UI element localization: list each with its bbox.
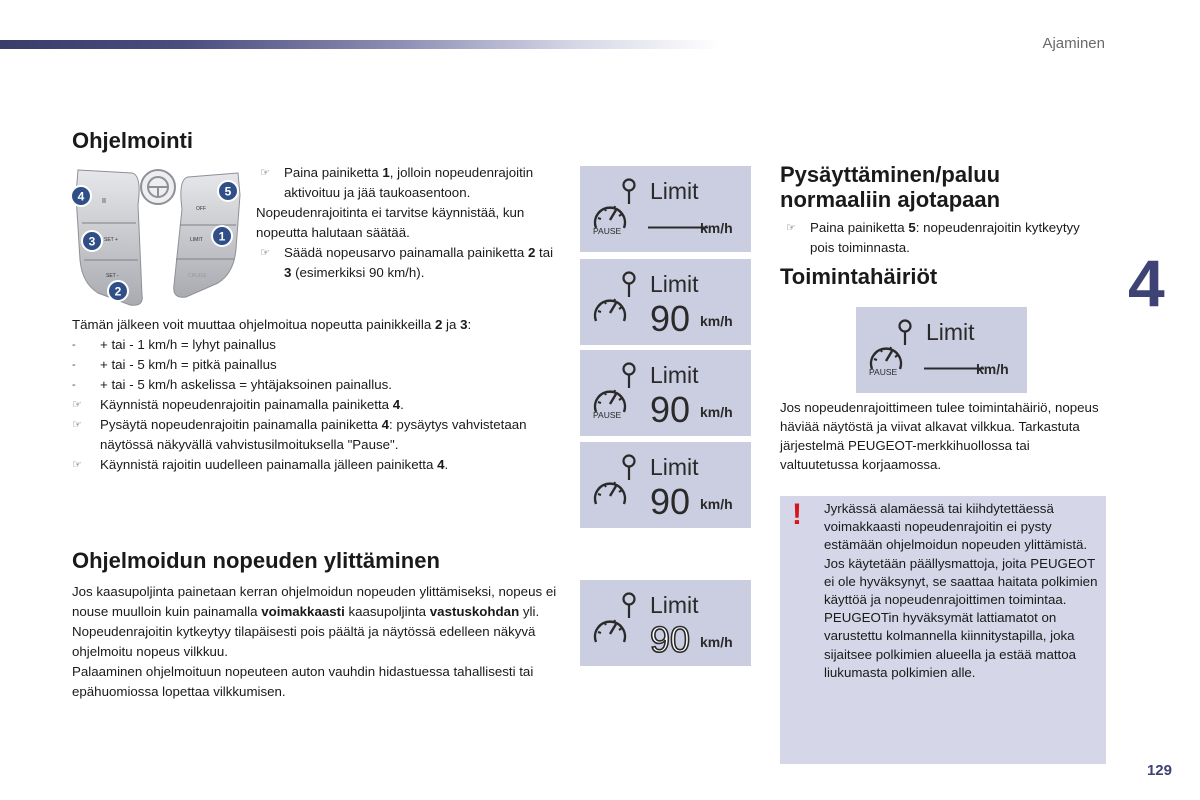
speed-value: 90 xyxy=(650,481,691,522)
list-item: - + tai - 5 km/h = pitkä painallus xyxy=(72,357,277,372)
limiter-display xyxy=(580,580,751,666)
speedometer-icon xyxy=(595,180,635,229)
set-minus-label: SET - xyxy=(106,273,119,279)
programming-instructions xyxy=(72,315,552,475)
header-gradient-bar xyxy=(0,40,720,49)
steering-wheel-controls-illustration xyxy=(72,165,244,310)
pointer-icon: ☞ xyxy=(260,167,270,179)
speed-dashes: ——— xyxy=(648,216,708,238)
callout-2 xyxy=(108,281,128,301)
programming-heading: Ohjelmointi xyxy=(72,128,193,153)
speed-value: 90 xyxy=(650,389,691,430)
pointer-icon: ☞ xyxy=(786,222,796,234)
pause-indicator: PAUSE xyxy=(869,367,898,377)
limiter-display xyxy=(580,350,751,436)
cruise-label: CRUISE xyxy=(188,273,207,279)
limit-label: Limit xyxy=(650,362,699,388)
pause-button-label: II xyxy=(102,198,106,205)
svg-text:3: 3 xyxy=(88,234,96,249)
speedometer-icon xyxy=(595,594,635,643)
svg-text:2: 2 xyxy=(114,284,122,299)
no-engine-note: Nopeudenrajoitinta ei tarvitse käynnistää, kun nopeutta halutaan säätää. xyxy=(256,205,525,240)
unit-label: km/h xyxy=(700,634,733,650)
limit-label: Limit xyxy=(650,454,699,480)
pointer-icon: ☞ xyxy=(260,247,270,259)
off-label: OFF xyxy=(196,206,206,212)
callout-5 xyxy=(218,181,238,201)
stopping-heading: Pysäyttäminen/paluu normaaliin ajotapaan xyxy=(780,162,1001,212)
limiter-display xyxy=(856,307,1027,393)
restart-step: ☞ Käynnistä rajoitin uudelleen painamalla jälleen painiketta 4. xyxy=(72,455,552,475)
step-2: ☞ Säädä nopeusarvo painamalla painiketta 2 tai 3 (esimerkiksi 90 km/h). xyxy=(260,245,554,280)
unit-label: km/h xyxy=(700,220,733,236)
speed-value: 90 xyxy=(650,619,691,660)
warning-text: Jyrkässä alamäessä tai kiihdytettäessä voimakkaasti nopeudenrajoitin ei pysty estämään ohjelmoidun nopeuden ylittämistä. Jos käytetään päällysmattoja, joita PEUGEOT ei ole hyväksynyt, se saattaa haitata polkimien käyttöä ja nopeudenrajoittimen toimintaa. PEUGEOTin hyväksymät lattiamatot on varustettu kolmannella kiinnitystapilla, joka sijaitsee polkimien alueella ja estää mattoa liukumasta polkimien alle. xyxy=(824,501,1098,680)
speed-dashes: ——— xyxy=(924,357,984,379)
limiter-display xyxy=(580,442,751,528)
overriding-heading: Ohjelmoidun nopeuden ylittäminen xyxy=(72,548,440,573)
speedometer-icon xyxy=(595,273,635,322)
svg-text:5: 5 xyxy=(224,184,232,199)
unit-label: km/h xyxy=(700,313,733,329)
unit-label: km/h xyxy=(700,404,733,420)
intro-line: Tämän jälkeen voit muuttaa ohjelmoitua nopeutta painikkeilla 2 ja 3: xyxy=(72,317,472,332)
start-step: ☞ Käynnistä nopeudenrajoitin painamalla painiketta 4. xyxy=(72,395,552,415)
speed-value: 90 xyxy=(650,298,691,339)
faults-text: Jos nopeudenrajoittimeen tulee toimintahäiriö, nopeus häviää näytöstä ja viivat alkavat vilkkua. Tarkastuta järjestelmä PEUGEOT-merkkihuollossa tai valtuutetussa korjaamossa. xyxy=(780,400,1099,472)
limit-label: Limit xyxy=(650,271,699,297)
speedometer-icon xyxy=(595,364,635,413)
programming-steps xyxy=(256,163,561,283)
overriding-para-2: Nopeudenrajoitin kytkeytyy tilapäisesti pois päältä ja näytössä edelleen näkyvä ohjelmoitu nopeus vilkkuu. xyxy=(72,624,536,659)
callout-3 xyxy=(82,231,102,251)
pause-indicator: PAUSE xyxy=(593,410,622,420)
step-1: ☞ Paina painiketta 1, jolloin nopeudenrajoitin aktivoituu ja jää taukoasentoon. xyxy=(260,165,534,200)
faults-heading: Toimintahäiriöt xyxy=(780,264,938,289)
set-plus-label: SET + xyxy=(104,237,118,243)
list-item: - + tai - 1 km/h = lyhyt painallus xyxy=(72,337,276,352)
warning-box xyxy=(780,496,1106,764)
pointer-icon: ☞ xyxy=(72,459,82,471)
page-number: 129 xyxy=(1146,762,1172,779)
pause-indicator: PAUSE xyxy=(593,226,622,236)
limit-label: Limit xyxy=(926,319,975,345)
limit-label: Limit xyxy=(650,592,699,618)
callout-4 xyxy=(72,186,91,206)
callout-1 xyxy=(212,226,232,246)
limiter-display xyxy=(580,259,751,345)
speedometer-icon xyxy=(595,456,635,505)
overriding-para-1: Jos kaasupoljinta painetaan kerran ohjelmoidun nopeuden ylittämiseksi, nopeus ei nouse muulloin kuin painamalla voimakkaasti kaasupoljinta vastuskohdan yli. xyxy=(72,584,557,619)
limit-label: Limit xyxy=(650,178,699,204)
list-item: - + tai - 5 km/h askelissa = yhtäjaksoinen painallus. xyxy=(72,377,392,392)
svg-text:1: 1 xyxy=(218,229,226,244)
speedometer-icon xyxy=(871,321,911,370)
stopping-text: ☞ Paina painiketta 5: nopeudenrajoitin kytkeytyy pois toiminnasta. xyxy=(786,220,1080,255)
limiter-display xyxy=(580,166,751,252)
unit-label: km/h xyxy=(976,361,1009,377)
overriding-para-3: Palaaminen ohjelmoituun nopeuteen auton vauhdin hidastuessa tahallisesti tai epähuomiossa lopettaa vilkkumisen. xyxy=(72,664,534,699)
warning-icon: ! xyxy=(792,498,802,531)
pointer-icon: ☞ xyxy=(72,399,82,411)
svg-text:4: 4 xyxy=(77,189,85,204)
limit-label: LIMIT xyxy=(190,237,203,243)
section-label: Ajaminen xyxy=(1042,35,1105,52)
overriding-text xyxy=(72,582,572,702)
unit-label: km/h xyxy=(700,496,733,512)
chapter-number: 4 xyxy=(1128,246,1165,320)
pointer-icon: ☞ xyxy=(72,419,82,431)
pause-step: ☞ Pysäytä nopeudenrajoitin painamalla painiketta 4: pysäytys vahvistetaan näytössä näkyvällä vahvistusilmoituksella "Pause". xyxy=(72,417,527,452)
